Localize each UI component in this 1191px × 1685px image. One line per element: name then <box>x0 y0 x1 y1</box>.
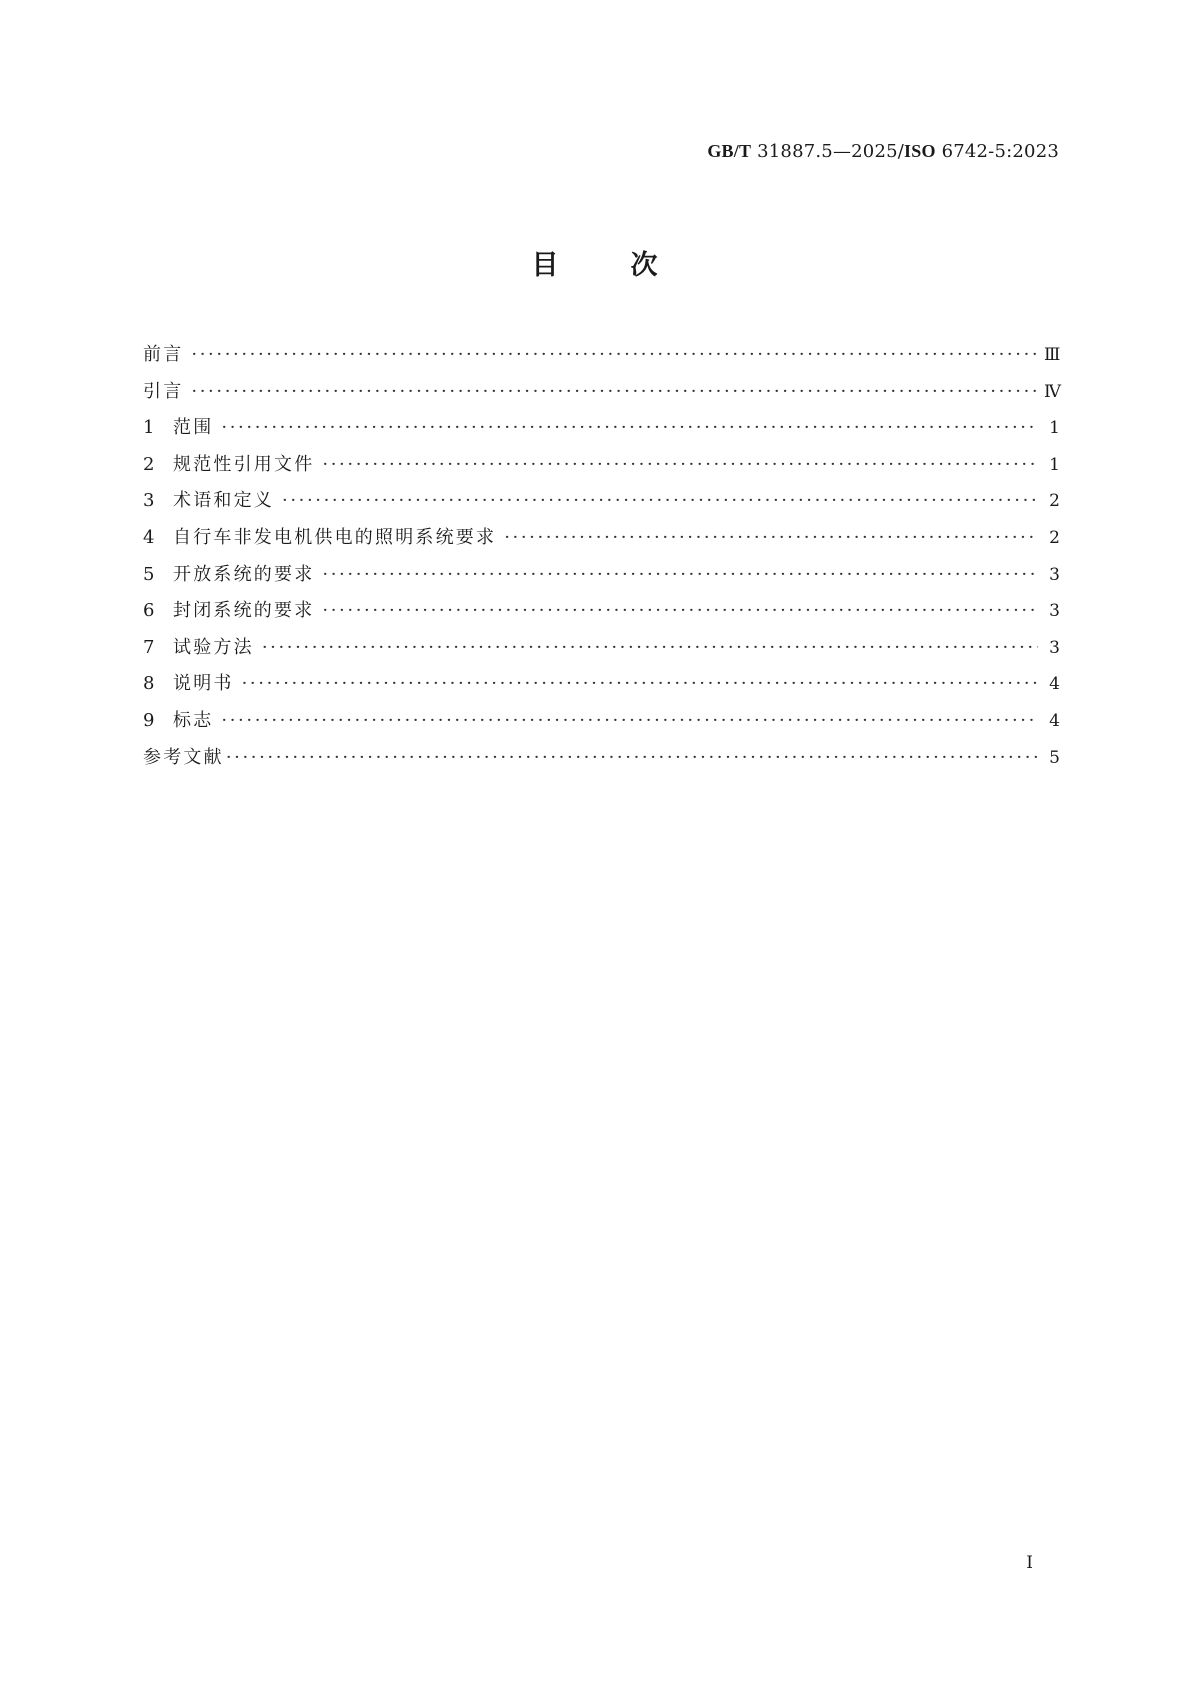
toc-entry-open-system[interactable] <box>143 560 1060 597</box>
toc-entry-page: Ⅳ <box>1044 381 1061 402</box>
toc-entry-label: 术语和定义 <box>173 490 274 512</box>
toc-entry-scope[interactable] <box>143 413 1060 450</box>
dot-leader <box>504 527 1038 548</box>
dot-leader <box>226 747 1038 768</box>
dot-leader <box>221 710 1038 731</box>
standard-number: 31887.5—2025/ <box>757 141 905 162</box>
toc-entry-page: 5 <box>1049 747 1060 768</box>
toc-entry-number: 2 <box>143 453 155 475</box>
dot-leader <box>191 381 1038 402</box>
dot-leader <box>322 600 1038 621</box>
toc-entry-page: 4 <box>1049 674 1060 695</box>
toc-entry-page: 4 <box>1049 710 1060 731</box>
toc-entry-normative-references[interactable] <box>143 450 1060 487</box>
standard-prefix: GB/T <box>707 141 752 161</box>
toc-entry-label: 开放系统的要求 <box>173 563 315 585</box>
toc-entry-page: 3 <box>1049 601 1060 622</box>
toc-entry-introduction[interactable] <box>143 377 1060 414</box>
toc-entry-label: 前言 <box>143 344 184 365</box>
toc-entry-page: 2 <box>1049 527 1060 548</box>
iso-number: 6742-5:2023 <box>941 141 1059 162</box>
toc-entry-label: 规范性引用文件 <box>173 453 315 475</box>
dot-leader <box>191 344 1038 365</box>
toc-entry-label: 说明书 <box>173 673 234 695</box>
toc-entry-closed-system[interactable] <box>143 596 1060 633</box>
toc-entry-number: 8 <box>143 673 155 695</box>
toc-entry-label: 范围 <box>173 417 214 439</box>
title-char-left: 目 <box>531 250 561 281</box>
toc-entry-page: Ⅲ <box>1044 345 1061 365</box>
toc-entry-page: 3 <box>1049 564 1060 585</box>
page-number: Ⅰ <box>1026 1553 1033 1573</box>
toc-entry-label: 封闭系统的要求 <box>173 600 315 622</box>
toc-entry-label: 引言 <box>143 380 184 402</box>
toc-entry-instructions[interactable] <box>143 669 1060 706</box>
toc-entry-label: 标志 <box>173 709 214 731</box>
iso-prefix: ISO <box>904 141 936 161</box>
toc-entry-lighting-requirements[interactable] <box>143 523 1060 560</box>
toc-entry-label: 试验方法 <box>173 636 254 658</box>
toc-entry-number: 1 <box>143 417 155 439</box>
toc-entry-page: 3 <box>1049 637 1060 658</box>
toc-entry-marking[interactable] <box>143 706 1060 743</box>
toc-entry-number: 7 <box>143 636 155 658</box>
toc-entry-number: 9 <box>143 709 155 731</box>
dot-leader <box>322 564 1038 585</box>
toc-entry-number: 3 <box>143 490 155 512</box>
toc-entry-page: 1 <box>1049 418 1060 439</box>
toc-entry-page: 1 <box>1049 454 1060 475</box>
dot-leader <box>282 490 1038 511</box>
toc-entry-test-methods[interactable] <box>143 633 1060 670</box>
dot-leader <box>262 637 1038 658</box>
page-title <box>0 243 1191 282</box>
toc-entry-number: 4 <box>143 526 155 548</box>
toc-entry-terms-definitions[interactable] <box>143 486 1060 523</box>
dot-leader <box>242 673 1038 694</box>
toc-entry-label: 自行车非发电机供电的照明系统要求 <box>173 526 497 548</box>
toc-entry-label: 参考文献 <box>143 746 224 768</box>
toc-entry-page: 2 <box>1049 491 1060 512</box>
toc-entry-bibliography[interactable] <box>143 743 1060 780</box>
toc-entry-number: 6 <box>143 600 155 622</box>
dot-leader <box>322 454 1038 475</box>
document-number <box>707 141 1059 162</box>
toc-entry-foreword[interactable] <box>143 340 1060 377</box>
table-of-contents <box>143 340 1060 779</box>
toc-entry-number: 5 <box>143 563 155 585</box>
title-char-right: 次 <box>630 250 660 281</box>
dot-leader <box>221 417 1038 438</box>
